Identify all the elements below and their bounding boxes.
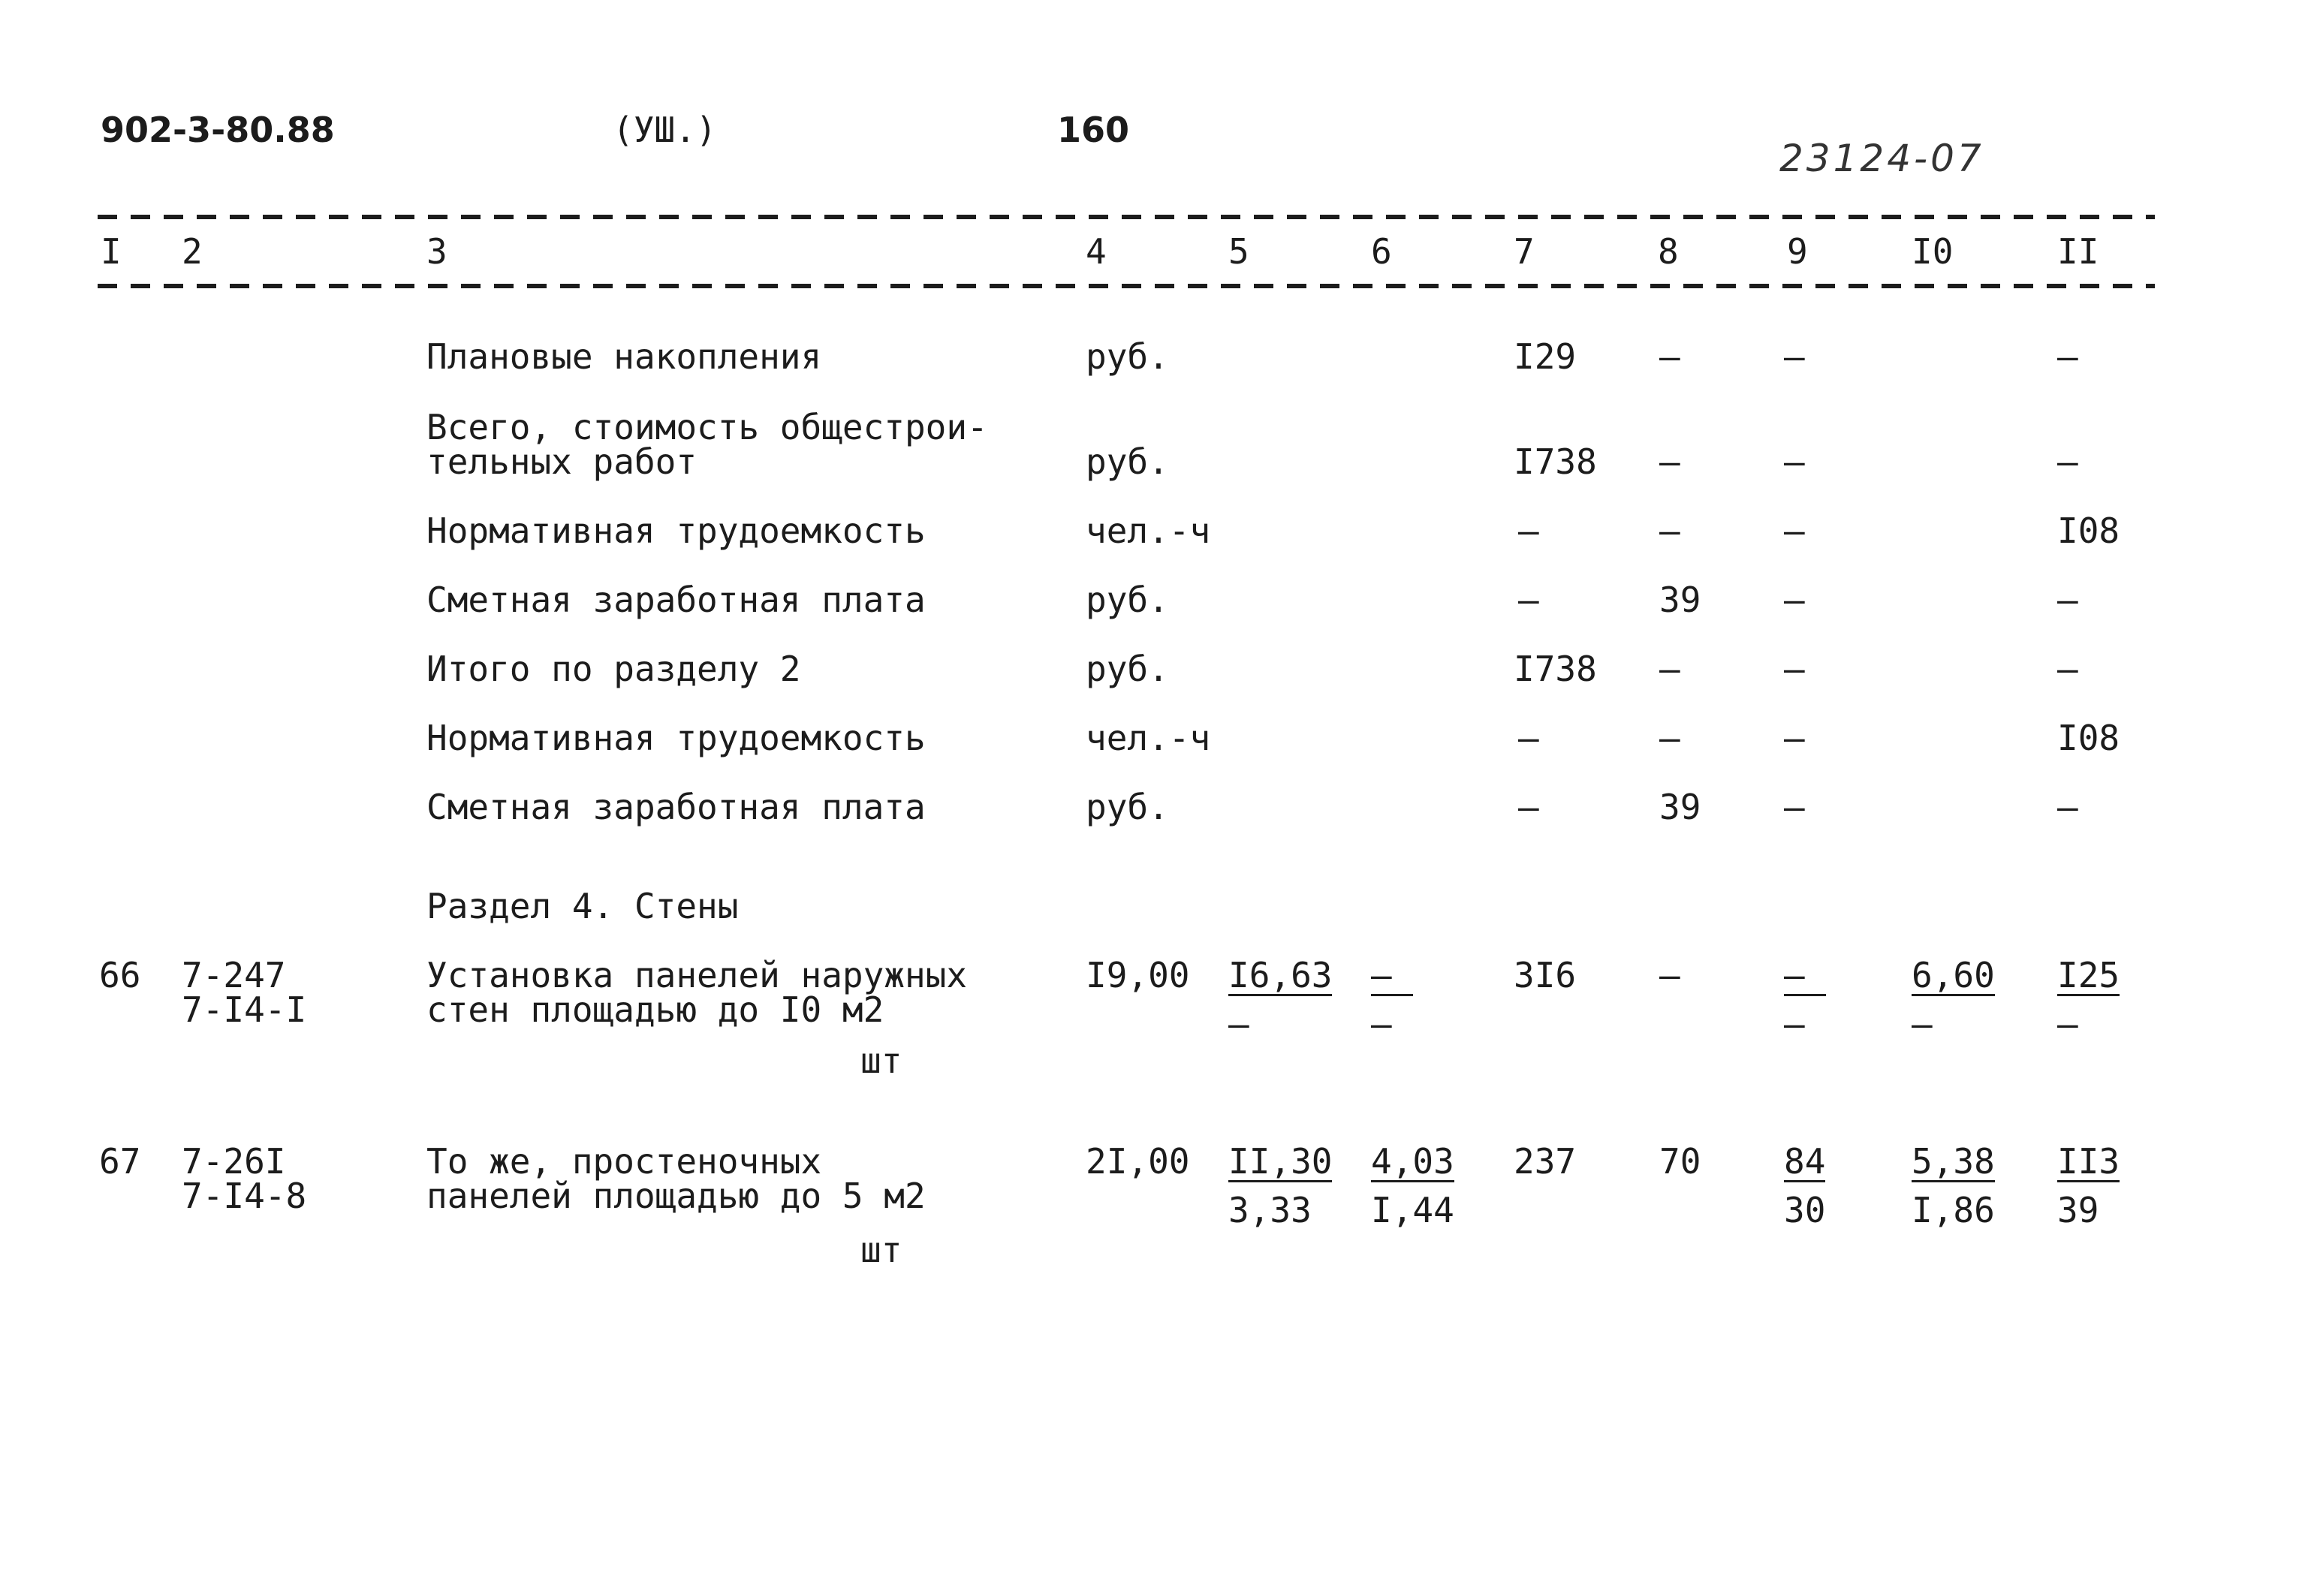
item-col8: – (1659, 955, 1680, 995)
fraction-denominator: I,44 (1371, 1190, 1454, 1230)
item-col9-fraction (1784, 1141, 1826, 1230)
column-header-11: II (2057, 231, 2099, 272)
row-col11: I08 (2057, 718, 2120, 758)
row-unit: руб. (1086, 580, 1169, 620)
fraction-numerator: II3 (2057, 1141, 2120, 1182)
header-bottom-rule (98, 284, 2155, 288)
fraction-denominator: – (1912, 1004, 1933, 1044)
item-code-secondary: 7-I4-I (182, 989, 307, 1030)
row-col7: – (1518, 510, 1539, 551)
row-unit: чел.-ч (1086, 718, 1211, 758)
row-col9: – (1784, 649, 1805, 689)
row-col7: I738 (1514, 649, 1597, 689)
item-col7: 237 (1514, 1141, 1577, 1182)
row-col8: – (1659, 718, 1680, 758)
row-col11: – (2057, 336, 2078, 377)
header-top-rule (98, 215, 2155, 219)
row-col9: – (1784, 510, 1805, 551)
document-code: 902-3-80.88 (101, 110, 335, 150)
row-col11: – (2057, 441, 2078, 482)
item-description-line1: Установка панелей наружных (426, 955, 968, 995)
fraction-denominator: – (1228, 1004, 1249, 1044)
row-name: Плановые накопления (426, 336, 822, 377)
row-col8: – (1659, 510, 1680, 551)
row-col9: – (1784, 718, 1805, 758)
column-header-1: I (101, 231, 122, 272)
row-col8: – (1659, 441, 1680, 482)
fraction-numerator: II,30 (1228, 1141, 1333, 1182)
item-description-line2: стен площадью до I0 м2 (426, 989, 884, 1030)
column-header-10: I0 (1912, 231, 1954, 272)
row-unit: руб. (1086, 441, 1169, 482)
page-number: 160 (1057, 110, 1130, 150)
column-header-2: 2 (182, 231, 203, 272)
fraction-denominator: I,86 (1912, 1190, 1995, 1230)
row-col9: – (1784, 580, 1805, 620)
fraction-numerator: 6,60 (1912, 955, 1995, 995)
fraction-denominator: – (1371, 1004, 1392, 1044)
row-col7: I738 (1514, 441, 1597, 482)
item-col7: 3I6 (1514, 955, 1577, 995)
row-name-line2: тельных работ (426, 441, 698, 482)
item-col10-fraction (1912, 1141, 1995, 1230)
column-header-9: 9 (1787, 231, 1808, 272)
column-header-5: 5 (1228, 231, 1249, 272)
row-name-line1: Всего, стоимость общестрои- (426, 407, 988, 447)
item-col11-fraction (2057, 1141, 2120, 1230)
row-col7: – (1518, 718, 1539, 758)
item-number: 67 (99, 1141, 141, 1182)
fraction-denominator: 39 (2057, 1190, 2099, 1230)
fraction-denominator: – (1784, 1004, 1805, 1044)
item-col6-fraction (1371, 955, 1413, 1044)
column-header-4: 4 (1086, 231, 1107, 272)
fraction-numerator: 84 (1784, 1141, 1826, 1182)
item-col4: 2I,00 (1086, 1141, 1190, 1182)
row-col7: – (1518, 580, 1539, 620)
row-unit: руб. (1086, 787, 1169, 827)
row-col11: – (2057, 649, 2078, 689)
item-col9-fraction (1784, 955, 1826, 1044)
section-title: Раздел 4. Стены (426, 886, 739, 926)
item-col4: I9,00 (1086, 955, 1190, 995)
item-code-primary: 7-26I (182, 1141, 286, 1182)
row-col7: I29 (1514, 336, 1577, 377)
item-number: 66 (99, 955, 141, 995)
row-col8: 39 (1659, 580, 1701, 620)
row-name: Сметная заработная плата (426, 787, 926, 827)
item-description-line1: То же, простеночных (426, 1141, 822, 1182)
row-name: Нормативная трудоемкость (426, 510, 926, 551)
column-header-6: 6 (1371, 231, 1392, 272)
column-header-8: 8 (1658, 231, 1679, 272)
item-col5-fraction (1228, 955, 1333, 1044)
handwritten-stamp-number: 23124-07 (1779, 137, 1984, 180)
item-code-secondary: 7-I4-8 (182, 1176, 307, 1216)
row-unit: чел.-ч (1086, 510, 1211, 551)
fraction-denominator: 3,33 (1228, 1190, 1312, 1230)
row-name: Сметная заработная плата (426, 580, 926, 620)
column-header-7: 7 (1514, 231, 1535, 272)
row-col11: – (2057, 580, 2078, 620)
fraction-denominator: 30 (1784, 1190, 1826, 1230)
row-unit: руб. (1086, 649, 1169, 689)
fraction-numerator: 4,03 (1371, 1141, 1454, 1182)
item-col6-fraction (1371, 1141, 1454, 1230)
item-code-primary: 7-247 (182, 955, 286, 995)
fraction-denominator: – (2057, 1004, 2078, 1044)
row-col8: – (1659, 649, 1680, 689)
row-col9: – (1784, 787, 1805, 827)
column-header-3: 3 (426, 231, 447, 272)
item-col5-fraction (1228, 1141, 1333, 1230)
row-col8: 39 (1659, 787, 1701, 827)
fraction-numerator: I25 (2057, 955, 2120, 995)
fraction-numerator: I6,63 (1228, 955, 1333, 995)
item-unit: шт (860, 1040, 902, 1081)
fraction-numerator: – (1371, 958, 1413, 996)
item-col8: 70 (1659, 1141, 1701, 1182)
fraction-numerator: – (1784, 958, 1826, 996)
row-col8: – (1659, 336, 1680, 377)
row-col9: – (1784, 441, 1805, 482)
row-col9: – (1784, 336, 1805, 377)
row-unit: руб. (1086, 336, 1169, 377)
volume-label: (УШ.) (613, 110, 717, 150)
item-unit: шт (860, 1230, 902, 1270)
item-col11-fraction (2057, 955, 2120, 1044)
row-col11: – (2057, 787, 2078, 827)
row-col11: I08 (2057, 510, 2120, 551)
row-name: Нормативная трудоемкость (426, 718, 926, 758)
item-description-line2: панелей площадью до 5 м2 (426, 1176, 926, 1216)
row-name: Итого по разделу 2 (426, 649, 801, 689)
item-col10-fraction (1912, 955, 1995, 1044)
row-col7: – (1518, 787, 1539, 827)
fraction-numerator: 5,38 (1912, 1141, 1995, 1182)
